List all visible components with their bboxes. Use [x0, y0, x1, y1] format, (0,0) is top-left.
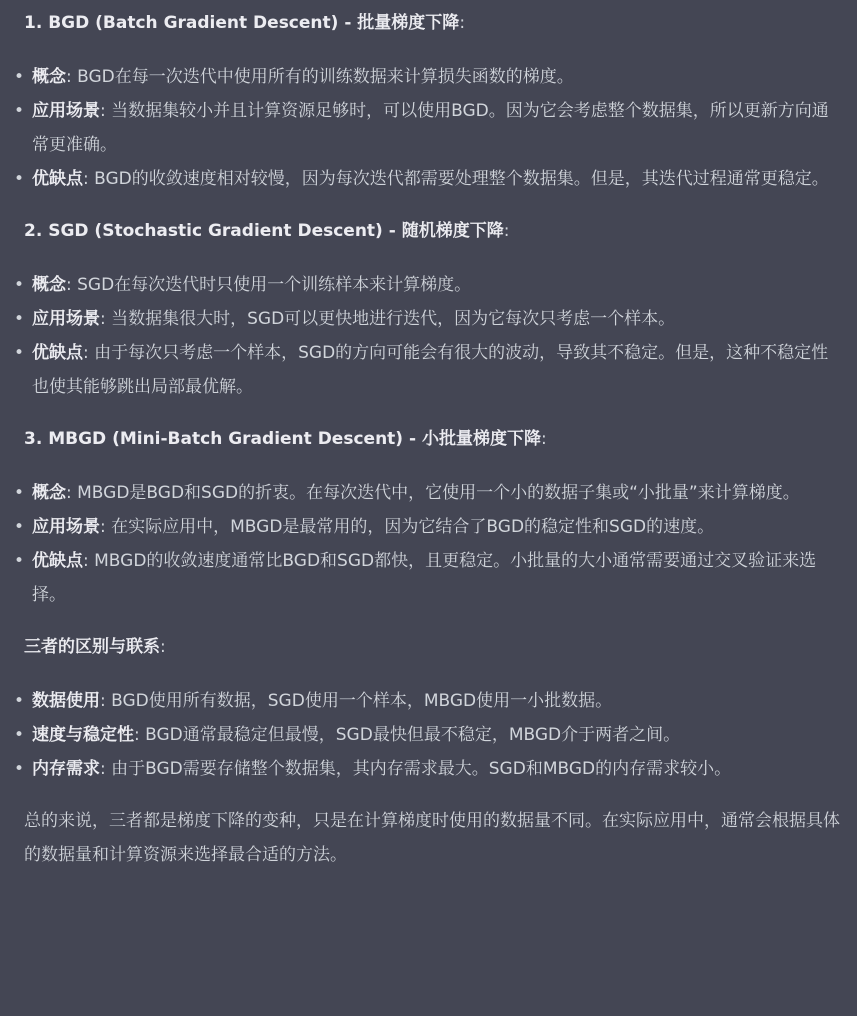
bullet-icon: • [14, 67, 25, 87]
bullet-icon: • [14, 275, 25, 295]
item-text: : MBGD的收敛速度通常比BGD和SGD都快，且更稳定。小批量的大小通常需要通过交叉验证来选择。 [32, 551, 817, 605]
bullet-list [14, 476, 843, 612]
section-bgd [14, 6, 843, 196]
bullet-list [14, 268, 843, 404]
item-text: : 由于每次只考虑一个样本，SGD的方向可能会有很大的波动，导致其不稳定。但是，这种不稳定性也使其能够跳出局部最优解。 [32, 343, 829, 397]
heading-text: 三者的区别与联系 [24, 637, 160, 657]
list-item [14, 752, 843, 786]
bullet-icon: • [14, 725, 25, 745]
list-item [14, 336, 843, 404]
section-sgd [14, 214, 843, 404]
item-term: 速度与稳定性 [32, 725, 134, 745]
heading-colon: : [459, 13, 466, 33]
list-item [14, 94, 843, 162]
bullet-icon: • [14, 169, 25, 189]
item-text: : 当数据集较小并且计算资源足够时，可以使用BGD。因为它会考虑整个数据集，所以更新方向通常更准确。 [32, 101, 829, 155]
item-term: 概念 [32, 483, 66, 503]
bullet-icon: • [14, 691, 25, 711]
item-term: 数据使用 [32, 691, 100, 711]
item-text: : BGD在每一次迭代中使用所有的训练数据来计算损失函数的梯度。 [66, 67, 574, 87]
bullet-icon: • [14, 517, 25, 537]
bullet-icon: • [14, 101, 25, 121]
section-heading [24, 422, 843, 456]
bullet-icon: • [14, 759, 25, 779]
item-term: 应用场景 [32, 517, 100, 537]
list-item [14, 162, 843, 196]
bullet-icon: • [14, 343, 25, 363]
section-comparison [14, 630, 843, 786]
item-text: : MBGD是BGD和SGD的折衷。在每次迭代中，它使用一个小的数据子集或“小批量”来计算梯度。 [66, 483, 800, 503]
chat-response [0, 6, 857, 1016]
list-item [14, 60, 843, 94]
bullet-icon: • [14, 309, 25, 329]
item-term: 优缺点 [32, 169, 83, 189]
section-heading [24, 630, 843, 664]
heading-text: 1. BGD (Batch Gradient Descent) - 批量梯度下降 [24, 13, 460, 33]
list-item [14, 510, 843, 544]
heading-text: 3. MBGD (Mini-Batch Gradient Descent) - 小批量梯度下降 [24, 429, 541, 449]
heading-colon: : [540, 429, 547, 449]
summary-paragraph: 总的来说，三者都是梯度下降的变种，只是在计算梯度时使用的数据量不同。在实际应用中，通常会根据具体的数据量和计算资源来选择最合适的方法。 [24, 811, 840, 865]
list-item [14, 684, 843, 718]
bullet-list [14, 60, 843, 196]
section-heading [24, 214, 843, 248]
bullet-list [14, 684, 843, 786]
list-item [14, 268, 843, 302]
section-mbgd [14, 422, 843, 612]
heading-colon: : [503, 221, 510, 241]
item-text: : BGD通常最稳定但最慢，SGD最快但最不稳定，MBGD介于两者之间。 [134, 725, 681, 745]
item-term: 应用场景 [32, 101, 100, 121]
heading-text: 2. SGD (Stochastic Gradient Descent) - 随机梯度下降 [24, 221, 504, 241]
heading-colon: : [160, 637, 166, 657]
bullet-icon: • [14, 483, 25, 503]
item-term: 应用场景 [32, 309, 100, 329]
item-text: : 在实际应用中，MBGD是最常用的，因为它结合了BGD的稳定性和SGD的速度。 [100, 517, 715, 537]
item-term: 优缺点 [32, 551, 83, 571]
list-item [14, 302, 843, 336]
section-heading [24, 6, 843, 40]
item-text: : SGD在每次迭代时只使用一个训练样本来计算梯度。 [66, 275, 472, 295]
bullet-icon: • [14, 551, 25, 571]
list-item [14, 718, 843, 752]
list-item [14, 476, 843, 510]
list-item [14, 544, 843, 612]
item-text: : 当数据集很大时，SGD可以更快地进行迭代，因为它每次只考虑一个样本。 [100, 309, 676, 329]
item-term: 内存需求 [32, 759, 100, 779]
item-text: : BGD的收敛速度相对较慢，因为每次迭代都需要处理整个数据集。但是，其迭代过程通常更稳定。 [83, 169, 829, 189]
item-term: 概念 [32, 67, 66, 87]
item-term: 概念 [32, 275, 66, 295]
item-term: 优缺点 [32, 343, 83, 363]
item-text: : 由于BGD需要存储整个数据集，其内存需求最大。SGD和MBGD的内存需求较小。 [100, 759, 732, 779]
item-text: : BGD使用所有数据，SGD使用一个样本，MBGD使用一小批数据。 [100, 691, 613, 711]
